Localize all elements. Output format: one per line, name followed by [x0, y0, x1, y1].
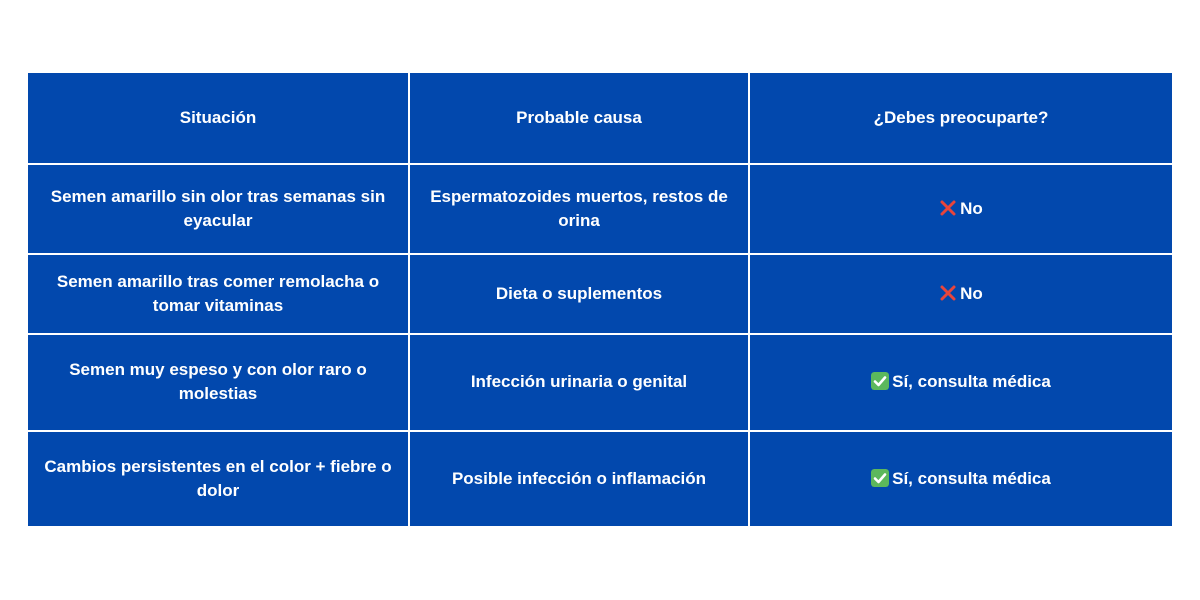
table-row	[28, 164, 1172, 253]
table-header-row	[28, 73, 1172, 164]
cross-mark-icon	[939, 199, 957, 217]
header-concern: ¿Debes preocuparte?	[749, 73, 1172, 164]
cell-cause: Infección urinaria o genital	[409, 334, 749, 430]
table-row	[28, 431, 1172, 526]
header-probable-cause: Probable causa	[409, 73, 749, 164]
table-row	[28, 254, 1172, 334]
cross-mark-icon	[939, 284, 957, 302]
cell-situation: Semen amarillo sin olor tras semanas sin eyacular	[28, 164, 409, 253]
info-table-container	[28, 73, 1172, 526]
concern-label: Sí, consulta médica	[892, 468, 1051, 488]
cell-concern	[749, 164, 1172, 253]
table-row	[28, 334, 1172, 430]
check-mark-icon	[871, 469, 889, 487]
concern-label: No	[960, 283, 983, 303]
concern-label: Sí, consulta médica	[892, 372, 1051, 392]
cell-situation: Semen amarillo tras comer remolacha o tomar vitaminas	[28, 254, 409, 334]
check-mark-icon	[871, 372, 889, 390]
cell-concern	[749, 334, 1172, 430]
concern-label: No	[960, 199, 983, 219]
header-situation: Situación	[28, 73, 409, 164]
cell-cause: Espermatozoides muertos, restos de orina	[409, 164, 749, 253]
cell-cause: Dieta o suplementos	[409, 254, 749, 334]
info-table	[28, 73, 1172, 526]
cell-cause: Posible infección o inflamación	[409, 431, 749, 526]
cell-situation: Cambios persistentes en el color + fiebre o dolor	[28, 431, 409, 526]
cell-concern	[749, 431, 1172, 526]
cell-situation: Semen muy espeso y con olor raro o molestias	[28, 334, 409, 430]
cell-concern	[749, 254, 1172, 334]
